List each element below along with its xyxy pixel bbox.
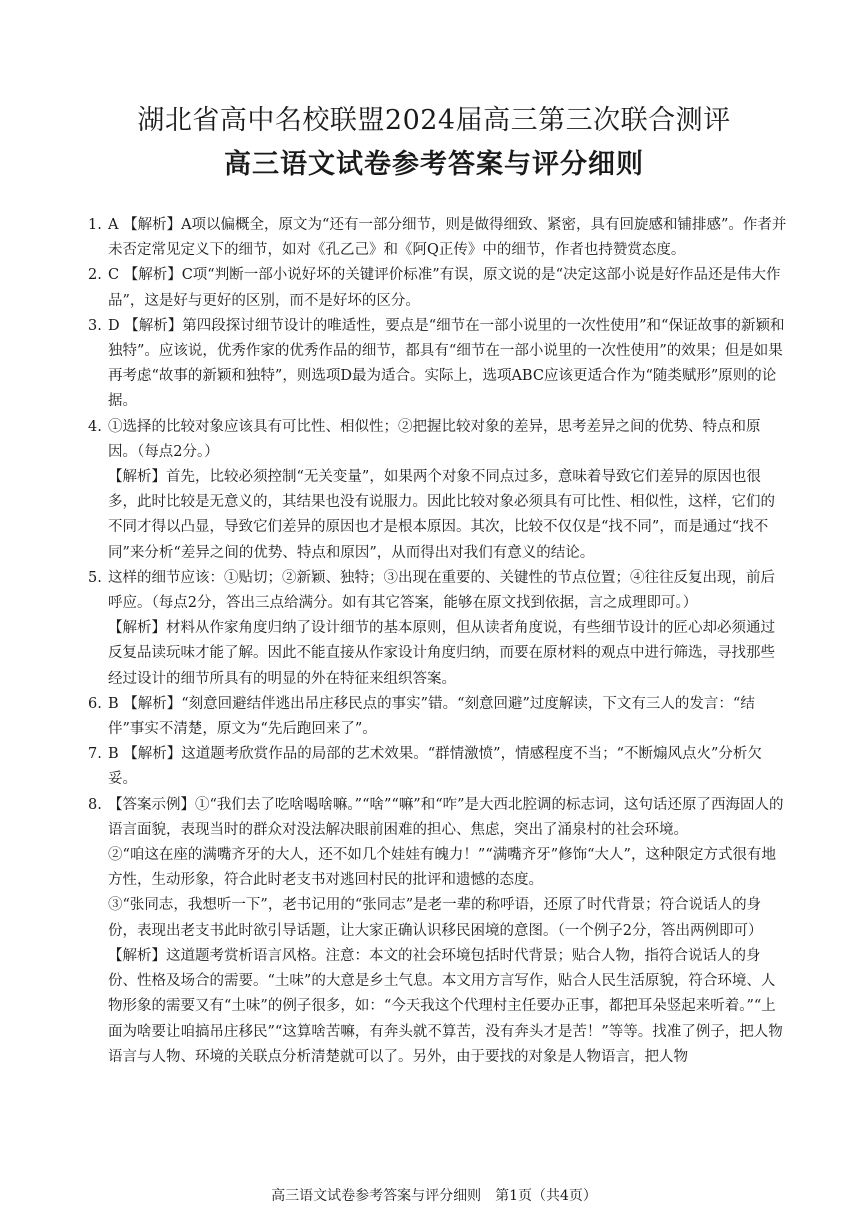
item-analysis: 【解析】材料从作家角度归纳了设计细节的基本原则，但从读者角度说，有些细节设计的匠心却必须通过反复品读玩味才能了解。因此不能直接从作家设计角度归纳，而要在原材料的观点中进行筛选，寻找那些经过设计的细节所具有的明显的外在特征来组织答案。 [108, 620, 775, 687]
item-paragraph: ①选择的比较对象应该具有可比性、相似性；②把握比较对象的差异，思考差异之间的优势、特点和原因。（每点2分。） [108, 418, 761, 460]
item-number: 6. [88, 695, 102, 712]
answer-item-5 [88, 566, 788, 692]
item-paragraph: B 【解析】“刻意回避结伴逃出吊庄移民点的事实”错。“刻意回避”过度解读，下文有三人的发言：“结伴”事实不清楚，原文为“先后跑回来了”。 [108, 695, 755, 738]
answer-item-6 [88, 692, 788, 742]
document-subtitle: 高三语文试卷参考答案与评分细则 [224, 149, 644, 180]
item-number: 7. [88, 746, 102, 763]
item-paragraph: A 【解析】A项以偏概全，原文为“还有一部分细节，则是做得细致、紧密，具有回旋感和铺排感”。作者并未否定常见定义下的细节，如对《孔乙己》和《阿Q正传》中的细节，作者也持赞赏态度。 [108, 217, 787, 259]
item-paragraph: 这样的细节应该：①贴切；②新颖、独特；③出现在重要的、关键性的节点位置；④往往反复出现，前后呼应。（每点2分，答出三点给满分。如有其它答案，能够在原文找到依据，言之成理即可。） [108, 569, 775, 612]
item-number: 3. [88, 317, 102, 334]
item-analysis: 【解析】这道题考赏析语言风格。注意：本文的社会环境包括时代背景；贴合人物，指符合说话人的身份、性格及场合的需要。“土味”的大意是乡土气息。本文用方言写作，贴合人民生活原貌，符合环境、人物形象的需要又有“土味”的例子很多，如：“今天我这个代理村主任要办正事，都把耳朵竖起来听着。”“上面为啥要让咱搞吊庄移民”“这算啥苦嘛，有奔头就不算苦，没有奔头才是苦！”等等。找准了例子，把人物语言与人物、环境的关联点分析清楚就可以了。另外，由于要找的对象是人物语言，把人物 [108, 947, 783, 1065]
item-paragraph: ②“咱这在座的满嘴齐牙的大人，还不如几个娃娃有魄力！”“满嘴齐牙”修饰“大人”，这种限定方式很有地方性，生动形象，符合此时老支书对逃回村民的批评和遗憾的态度。 [108, 847, 776, 889]
item-paragraph: B 【解析】这道题考欣赏作品的局部的艺术效果。“群情激愤”，情感程度不当；“不断煽风点火”分析欠妥。 [108, 746, 762, 788]
item-number: 5. [88, 569, 102, 586]
answer-item-1 [88, 213, 788, 263]
answer-item-4 [88, 415, 788, 566]
item-paragraph: D 【解析】第四段探讨细节设计的唯适性，要点是“细节在一部小说里的一次性使用”和“保证故事的新颖和独特”。应该说，优秀作家的优秀作品的细节，都具有“细节在一部小说里的一次性使用”的效果；但是如果再考虑“故事的新颖和独特”，则选项D最为适合。实际上，选项ABC应该更适合作为“随类赋形”原则的论据。 [108, 317, 785, 410]
item-number: 1. [88, 217, 102, 233]
item-number: 4. [88, 418, 102, 435]
answer-item-8 [88, 793, 788, 1070]
answer-item-2 [88, 263, 788, 313]
page-footer: 高三语文试卷参考答案与评分细则 第1页（共4页） [271, 1188, 597, 1204]
item-number: 2. [88, 267, 102, 284]
answer-item-3 [88, 314, 788, 415]
answer-list [88, 213, 788, 1070]
item-analysis: 【解析】首先，比较必须控制“无关变量”，如果两个对象不同点过多，意味着导致它们差异的原因也很多，此时比较是无意义的，其结果也没有说服力。因此比较对象必须具有可比性、相似性，这样，它们的不同才得以凸显，导致它们差异的原因也才是根本原因。其次，比较不仅仅是“找不同”，而是通过“找不同”来分析“差异之间的优势、特点和原因”，从而得出对我们有意义的结论。 [108, 469, 775, 561]
document-title: 湖北省高中名校联盟2024届高三第三次联合测评 [137, 105, 731, 136]
answer-item-7 [88, 742, 788, 792]
item-paragraph: ③“张同志，我想听一下”，老书记用的“张同志”是老一辈的称呼语，还原了时代背景；符合说话人的身份，表现出老支书此时欲引导话题，让大家正确认识移民困境的意图。（一个例子2分，答出两例即可） [108, 897, 763, 939]
item-number: 8. [88, 796, 102, 813]
item-paragraph: C 【解析】C项“判断一部小说好坏的关键评价标准”有误，原文说的是“决定这部小说是好作品还是伟大作品”，这是好与更好的区别，而不是好坏的区分。 [108, 267, 781, 309]
item-paragraph: 【答案示例】①“我们去了吃啥喝啥嘛。”“啥”“嘛”和“咋”是大西北腔调的标志词，这句话还原了西海固人的语言面貌，表现当时的群众对没法解决眼前困难的担心、焦虑，突出了涌泉村的社会环境。 [108, 796, 784, 838]
